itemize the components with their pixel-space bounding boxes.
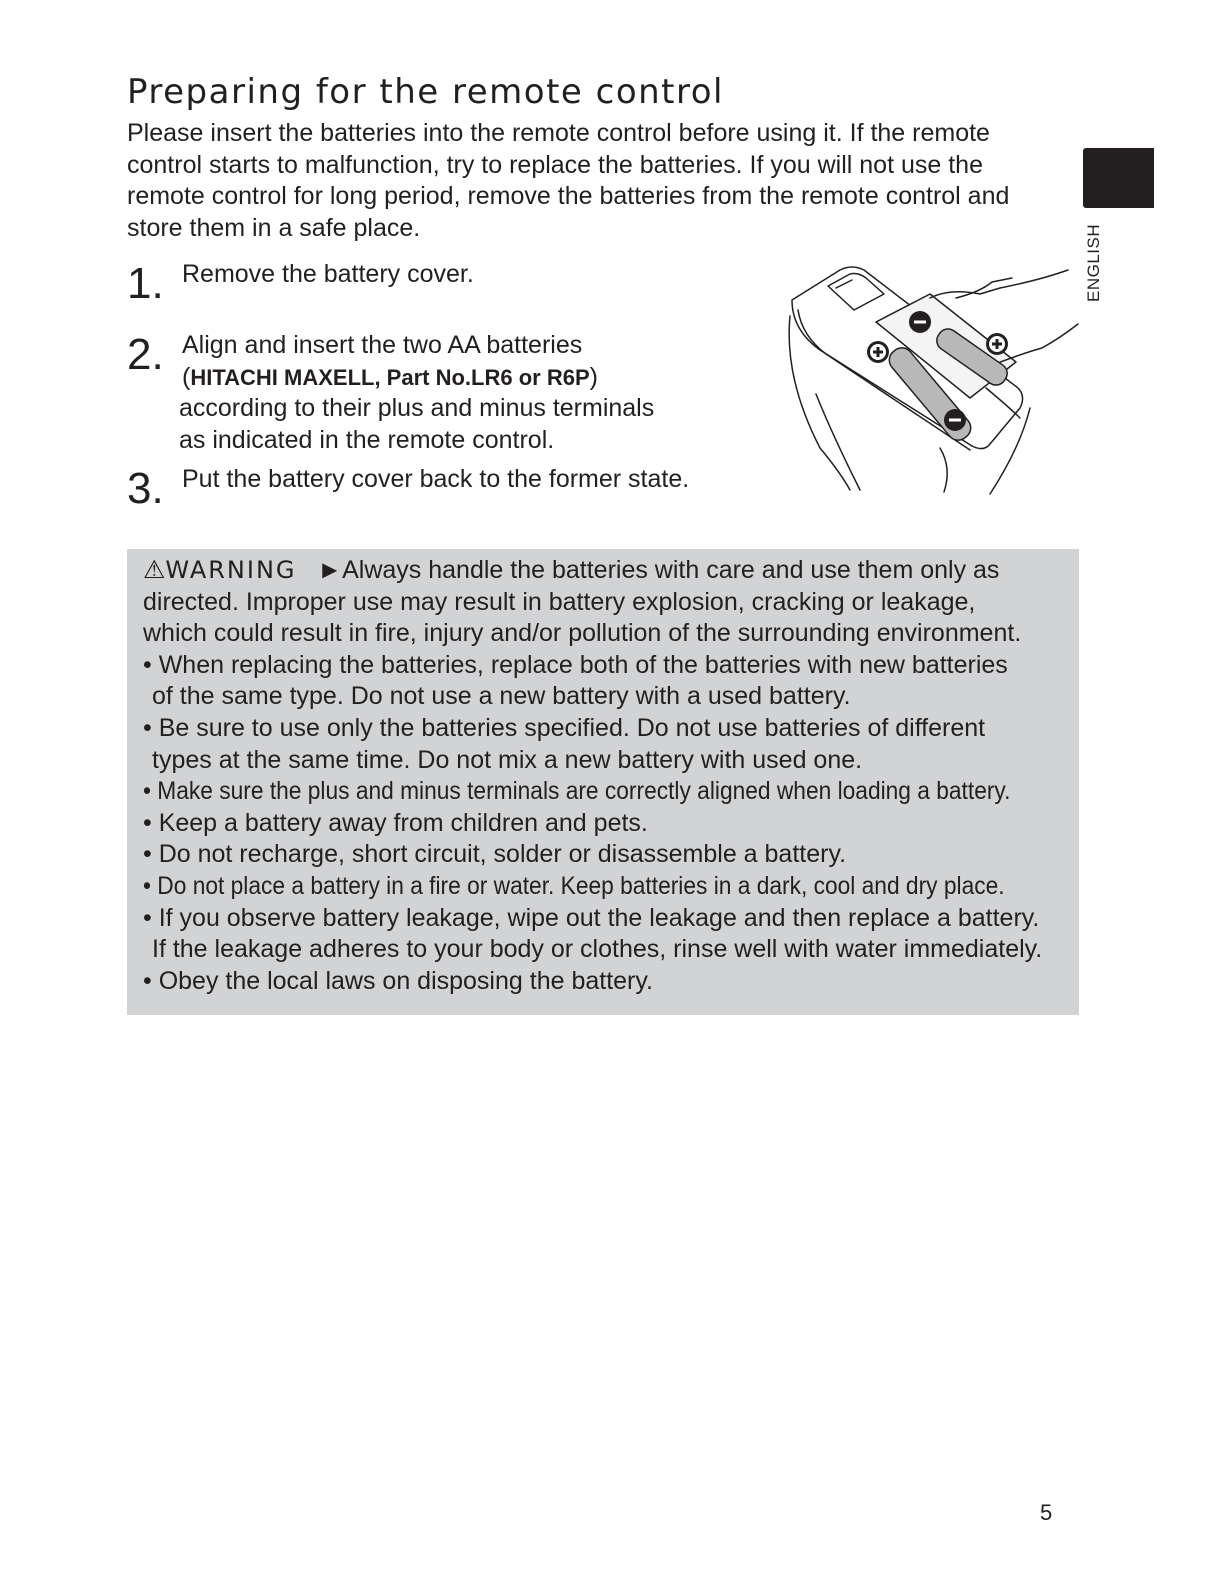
step-2-line-2: (HITACHI MAXELL, Part No.LR6 or R6P) (182, 362, 598, 391)
step-3-text: Put the battery cover back to the former state. (182, 465, 690, 493)
plus-terminal-icon (867, 341, 889, 363)
warning-line-3: which could result in fire, injury and/or pollution of the surrounding environment. (143, 619, 1022, 648)
language-tab (1083, 148, 1154, 208)
plus-terminal-icon (986, 333, 1008, 355)
warning-bullet: • Do not recharge, short circuit, solder or disassemble a battery. (143, 840, 847, 869)
warning-bullet: • Obey the local laws on disposing the battery. (143, 966, 653, 995)
warning-bullet-cont: types at the same time. Do not mix a new battery with used one. (152, 745, 863, 774)
step-2-line-1: Align and insert the two AA batteries (182, 331, 583, 359)
page-number: 5 (1040, 1500, 1053, 1525)
warning-bullet: • Do not place a battery in a fire or water. Keep batteries in a dark, cool and dry place. (143, 871, 1005, 900)
battery-insertion-illustration (780, 258, 1080, 498)
minus-terminal-icon (909, 311, 931, 333)
warning-text (143, 555, 1071, 997)
step-1-text: Remove the battery cover. (182, 260, 474, 288)
warning-bullet-cont: of the same type. Do not use a new battery with a used battery. (152, 682, 851, 711)
warning-bullet: • Make sure the plus and minus terminals are correctly aligned when loading a battery. (143, 777, 1011, 806)
language-tab-label: ENGLISH (1084, 223, 1103, 302)
step-2-text (179, 330, 655, 456)
step-2-number: 2. (127, 330, 164, 379)
step-1-number: 1. (127, 259, 164, 308)
battery-part-number: HITACHI MAXELL, Part No.LR6 or R6P (190, 364, 590, 390)
step-2-line-4: as indicated in the remote control. (179, 425, 555, 454)
warning-box (127, 549, 1079, 1015)
warning-bullet: • Be sure to use only the batteries specified. Do not use batteries of different (143, 713, 986, 742)
page-title: Preparing for the remote control (127, 72, 724, 112)
intro-paragraph: Please insert the batteries into the remote control before using it. If the remote control starts to malfunction, try to replace the batteries. If you will not use the remote control for long period, remove the batteries from the remote control and store them in a safe place. (127, 119, 1010, 242)
warning-icon: ⚠ (143, 556, 166, 584)
minus-terminal-icon (944, 409, 966, 431)
warning-bullet-cont: If the leakage adheres to your body or clothes, rinse well with water immediately. (152, 935, 1043, 964)
warning-bullet: • Keep a battery away from children and pets. (143, 808, 648, 837)
warning-bullet: • When replacing the batteries, replace both of the batteries with new batteries (143, 650, 1008, 679)
arrow-icon: ► (317, 556, 343, 584)
step-3-number: 3. (127, 464, 164, 513)
step-2-line-3: according to their plus and minus terminals (179, 394, 655, 422)
warning-bullet: • If you observe battery leakage, wipe out the leakage and then replace a battery. (143, 903, 1040, 932)
warning-label: WARNING (165, 556, 297, 584)
warning-line-1: ⚠WARNING ►Always handle the batteries with care and use them only as (143, 556, 1000, 584)
warning-line-2: directed. Improper use may result in battery explosion, cracking or leakage, (143, 587, 976, 616)
